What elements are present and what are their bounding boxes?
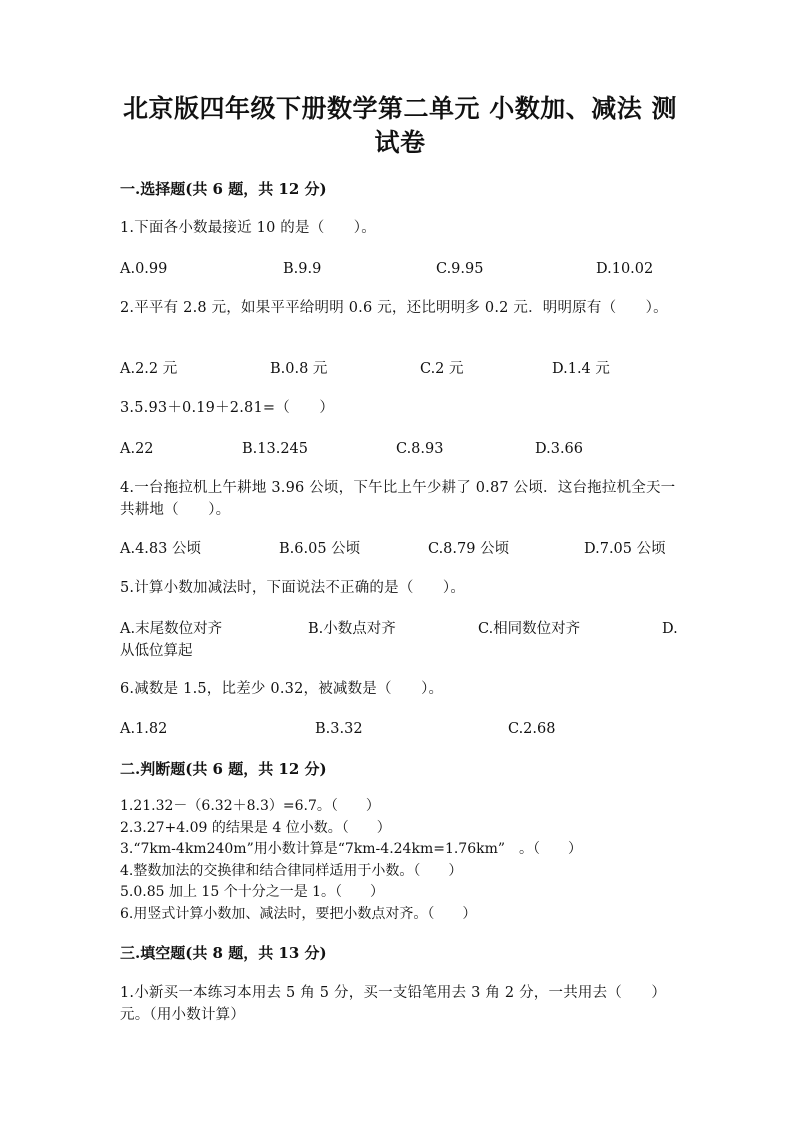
option-b: B.13.245	[242, 441, 309, 457]
option-a: A.4.83 公顷	[120, 541, 201, 557]
question-stem: 4.一台拖拉机上午耕地 3.96 公顷，下午比上午少耕了 0.87 公顷．这台拖拉机全天一共耕地（ ）。	[120, 480, 676, 518]
option-a: A.末尾数位对齐	[120, 621, 223, 637]
list-item: 4.整数加法的交换律和结合律同样适用于小数。（ ）	[120, 862, 463, 879]
section-heading-fill: 三.填空题(共 8 题，共 13 分)	[120, 944, 327, 962]
question-stem: 5.计算小数加减法时，下面说法不正确的是（ ）。	[120, 580, 466, 596]
option-b: B.3.32	[315, 721, 363, 737]
option-a: A.1.82	[120, 721, 168, 737]
option-d: D.10.02	[596, 261, 654, 277]
list-item: 3.“7km-4km240m”用小数计算是“7km-4.24km=1.76km” 。（ ）	[120, 841, 583, 857]
option-b: B.9.9	[283, 261, 322, 277]
option-b: B.6.05 公顷	[279, 541, 361, 557]
question-stem: 2.平平有 2.8 元，如果平平给明明 0.6 元，还比明明多 0.2 元．明明原有（ ）。	[120, 300, 668, 316]
option-d: D.7.05 公顷	[584, 541, 666, 557]
option-d: D.1.4 元	[552, 361, 610, 377]
list-item: 6.用竖式计算小数加、减法时，要把小数点对齐。（ ）	[120, 905, 477, 922]
option-c: C.2.68	[508, 721, 556, 737]
question-stem: 3.5.93＋0.19＋2.81=（ ）	[120, 400, 335, 416]
option-d-continued: 从低位算起	[120, 643, 193, 659]
page-title: 北京版四年级下册数学第二单元 小数加、减法 测试卷	[123, 94, 677, 157]
list-item: 2.3.27+4.09 的结果是 4 位小数。（ ）	[120, 819, 391, 836]
option-c: C.相同数位对齐	[478, 621, 581, 637]
question-stem: 1.下面各小数最接近 10 的是（ ）。	[120, 220, 376, 236]
option-b: B.小数点对齐	[308, 621, 396, 637]
option-b: B.0.8 元	[270, 361, 328, 377]
option-a: A.0.99	[120, 261, 168, 277]
section-heading-choice: 一.选择题(共 6 题，共 12 分)	[120, 180, 327, 198]
list-item: 1.21.32－（6.32＋8.3）=6.7。（ ）	[120, 798, 380, 814]
section-heading-judge: 二.判断题(共 6 题，共 12 分)	[120, 760, 327, 778]
option-d: D.	[662, 621, 678, 637]
question-stem: 6.减数是 1.5，比差少 0.32，被减数是（ ）。	[120, 681, 444, 697]
option-a: A.2.2 元	[120, 361, 178, 377]
option-a: A.22	[120, 441, 154, 457]
question-stem: 1.小新买一本练习本用去 5 角 5 分，买一支铅笔用去 3 角 2 分，一共用去（ ）元。（用小数计算）	[120, 985, 659, 1023]
option-c: C.8.93	[396, 441, 444, 457]
option-c: C.8.79 公顷	[428, 541, 510, 557]
list-item: 5.0.85 加上 15 个十分之一是 1。（ ）	[120, 884, 385, 900]
option-c: C.2 元	[420, 361, 464, 377]
option-d: D.3.66	[535, 441, 584, 457]
judge-list	[120, 796, 582, 925]
option-c: C.9.95	[436, 261, 484, 277]
